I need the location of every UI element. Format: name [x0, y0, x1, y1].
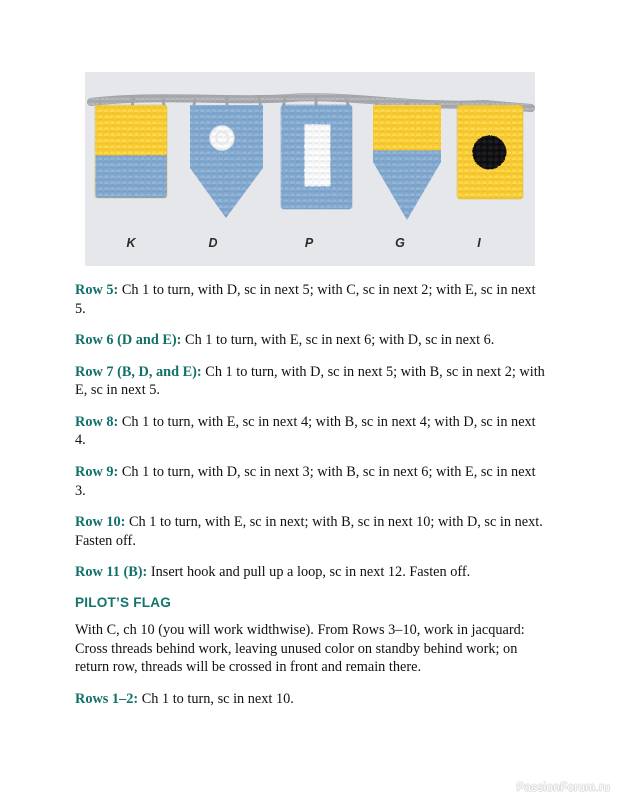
- flag-label-d: D: [208, 236, 218, 250]
- site-watermark: PassionForum.ru: [516, 782, 610, 794]
- row-9-text: Ch 1 to turn, with D, sc in next 3; with B, sc in next 6; with E, sc in next 3.: [75, 464, 536, 499]
- flag-P: [281, 105, 352, 209]
- section-intro-paragraph: With C, ch 10 (you will work widthwise). From Rows 3–10, work in jacquard: Cross threads behind work, leaving unused color on standby behind work; on return row, threads will be crossed in front and remain there.: [75, 621, 525, 676]
- instruction-rows-1-2: [75, 690, 545, 709]
- instruction-row-10: [75, 513, 545, 550]
- instructions-body: [75, 281, 545, 708]
- flag-label-p: P: [304, 236, 314, 250]
- flag-I: [457, 105, 523, 199]
- rows-1-2-lead: Rows 1–2:: [75, 690, 139, 707]
- flag-label-g: G: [395, 236, 405, 250]
- row-11-lead: Row 11 (B):: [75, 564, 148, 581]
- instruction-row-5: [75, 281, 545, 318]
- instruction-row-9: [75, 463, 545, 500]
- instruction-row-11: [75, 563, 545, 582]
- row-8-lead: Row 8:: [75, 413, 119, 430]
- row-5-lead: Row 5:: [75, 282, 119, 298]
- row-10-text: Ch 1 to turn, with E, sc in next; with B, sc in next 10; with D, sc in next. Fasten off.: [75, 514, 543, 549]
- flag-D-emblem: [210, 126, 234, 150]
- flag-label-i: I: [477, 236, 481, 250]
- row-6-text: Ch 1 to turn, with E, sc in next 6; with D, sc in next 6.: [181, 332, 495, 349]
- row-11-text: Insert hook and pull up a loop, sc in next 12. Fasten off.: [147, 564, 471, 581]
- instruction-row-8: [75, 413, 545, 450]
- row-6-lead: Row 6 (D and E):: [75, 332, 182, 349]
- rows-1-2-text: Ch 1 to turn, sc in next 10.: [138, 690, 294, 707]
- row-7-lead: Row 7 (B, D, and E):: [75, 363, 202, 380]
- flag-K: [95, 105, 167, 198]
- flag-caption-row: [85, 236, 535, 254]
- row-10-lead: Row 10:: [75, 514, 126, 531]
- instruction-row-7: [75, 363, 545, 400]
- row-5-text: Ch 1 to turn, with D, sc in next 5; with C, sc in next 2; with E, sc in next 5.: [75, 282, 536, 317]
- row-9-lead: Row 9:: [75, 464, 119, 481]
- flag-label-k: K: [126, 236, 136, 250]
- section-heading-pilots-flag: PILOT’S FLAG: [75, 594, 172, 610]
- row-8-text: Ch 1 to turn, with E, sc in next 4; with B, sc in next 4; with D, sc in next 4.: [75, 413, 536, 449]
- instruction-row-6: [75, 331, 545, 350]
- row-7-text: Ch 1 to turn, with D, sc in next 5; with B, sc in next 2; with E, sc in next 5.: [75, 363, 545, 399]
- flag-photo-figure: [85, 72, 535, 266]
